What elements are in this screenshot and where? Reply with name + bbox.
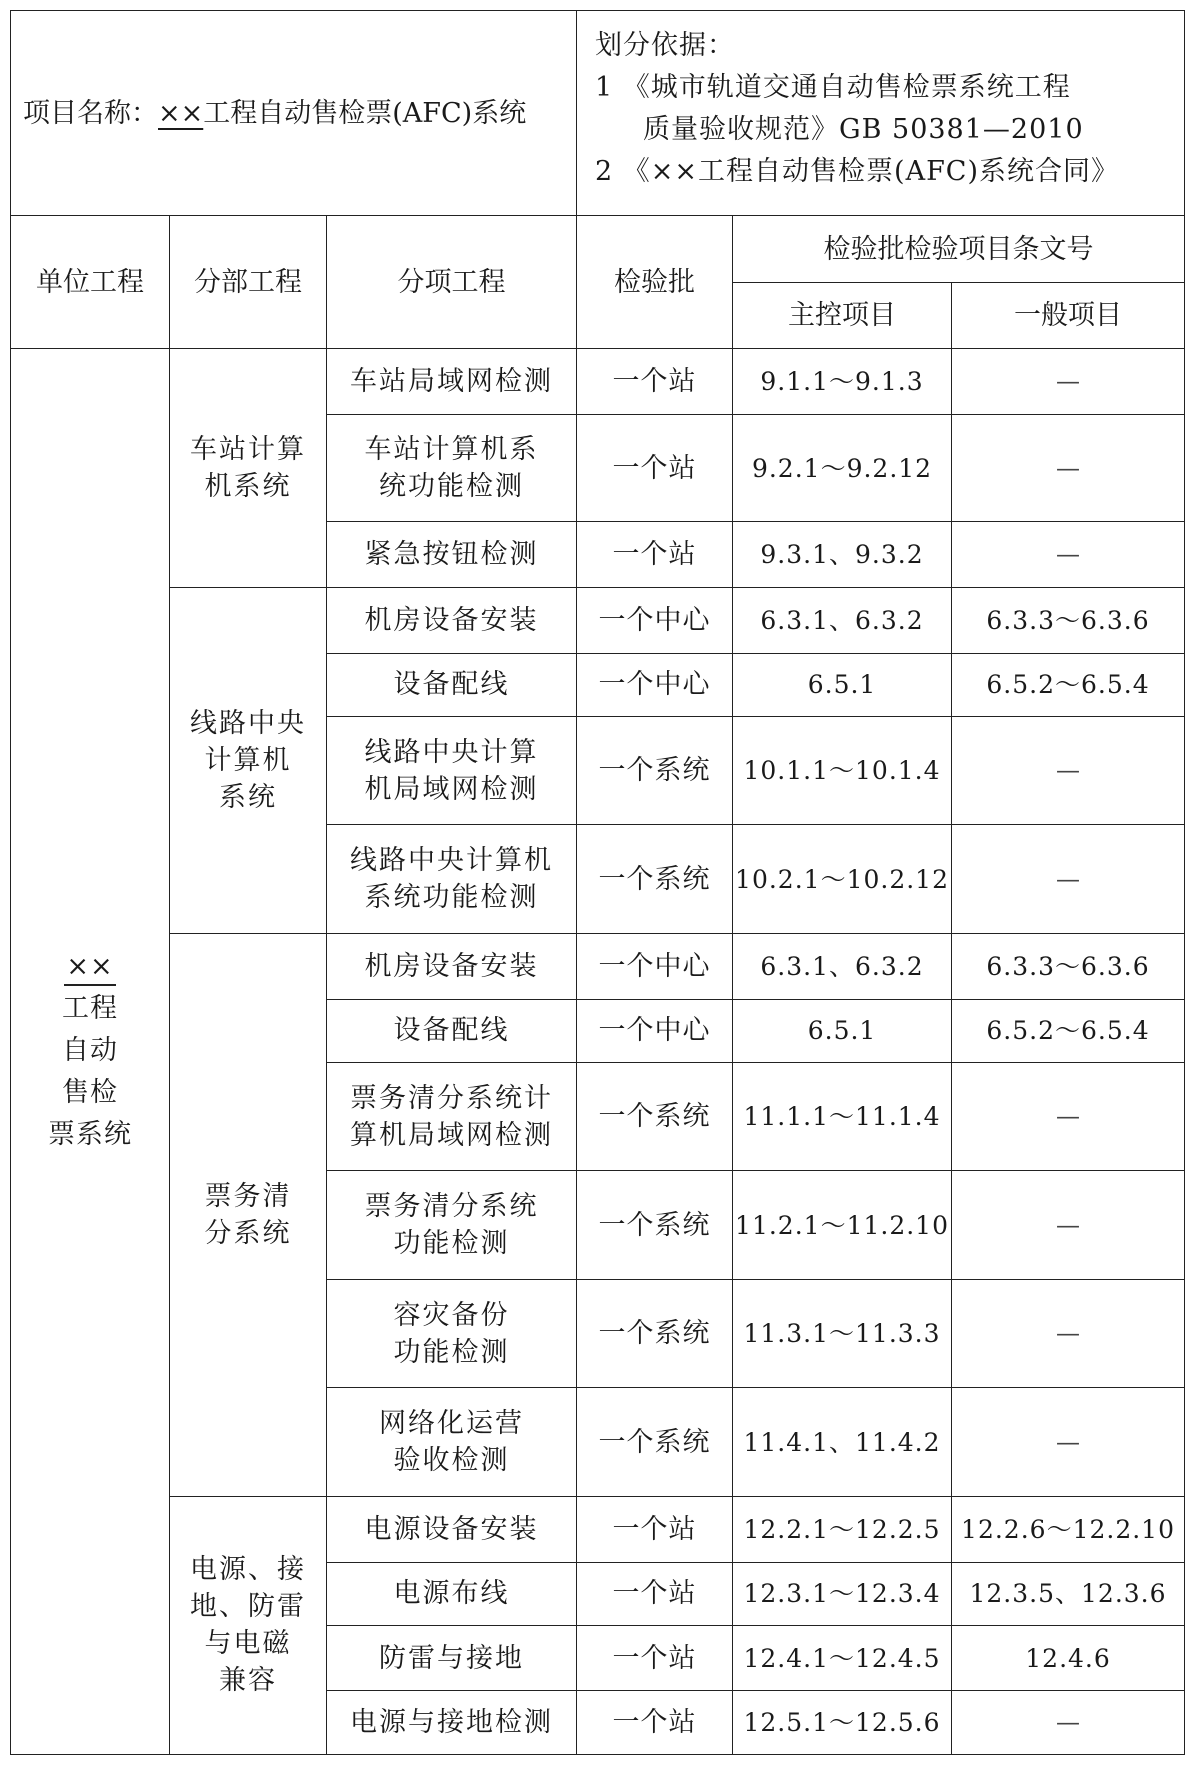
division-name: 电源、接 地、防雷 与电磁 兼容 <box>190 1554 306 1697</box>
main-clause-cell: 11.2.1～11.2.10 <box>733 1171 952 1280</box>
item-name: 票务清分系统计 算机局域网检测 <box>350 1082 554 1151</box>
item-name: 线路中央计算机 系统功能检测 <box>350 845 554 914</box>
division-table <box>10 10 1185 1755</box>
division-name: 车站计算 机系统 <box>190 434 306 503</box>
col-header-item: 分项工程 <box>327 216 577 349</box>
item-name: 设备配线 <box>393 1015 510 1047</box>
table-row <box>11 588 1185 654</box>
batch-cell: 一个系统 <box>577 825 733 934</box>
item-name: 紧急按钮检测 <box>364 539 539 571</box>
division-cell <box>170 349 327 588</box>
main-clause-cell: 6.5.1 <box>733 999 952 1062</box>
main-clause-cell: 11.4.1、11.4.2 <box>733 1388 952 1497</box>
division-basis-cell <box>577 11 1185 216</box>
item-name: 票务清分系统 功能检测 <box>364 1191 539 1260</box>
item-cell <box>327 1691 577 1755</box>
batch-cell: 一个站 <box>577 349 733 415</box>
item-name: 车站计算机系 统功能检测 <box>364 434 539 503</box>
division-name: 线路中央 计算机 系统 <box>190 707 306 813</box>
table-row <box>11 933 1185 999</box>
batch-cell: 一个站 <box>577 1625 733 1691</box>
main-clause-cell: 10.2.1～10.2.12 <box>733 825 952 934</box>
main-clause-cell: 11.1.1～11.1.4 <box>733 1062 952 1171</box>
main-clause-cell: 10.1.1～10.1.4 <box>733 716 952 825</box>
division-basis-line: 质量验收规范》GB 50381—2010 <box>643 114 1084 145</box>
item-cell <box>327 933 577 999</box>
main-clause-cell: 9.2.1～9.2.12 <box>733 415 952 522</box>
division-basis-title: 划分依据： <box>595 30 736 61</box>
general-clause-cell: — <box>952 1062 1185 1171</box>
item-name: 网络化运营 验收检测 <box>379 1408 525 1477</box>
item-name: 机房设备安装 <box>364 950 539 982</box>
item-cell <box>327 349 577 415</box>
general-clause-cell: 12.4.6 <box>952 1625 1185 1691</box>
division-name: 票务清 分系统 <box>204 1180 292 1249</box>
unit-project-name: 工程 自动 售检 票系统 <box>48 992 132 1150</box>
general-clause-cell: — <box>952 349 1185 415</box>
main-clause-cell: 6.5.1 <box>733 653 952 716</box>
main-clause-cell: 6.3.1、6.3.2 <box>733 933 952 999</box>
general-clause-cell: — <box>952 415 1185 522</box>
batch-cell: 一个站 <box>577 415 733 522</box>
general-clause-cell: 6.5.2～6.5.4 <box>952 999 1185 1062</box>
general-clause-cell: — <box>952 716 1185 825</box>
item-name: 线路中央计算 机局域网检测 <box>364 736 539 805</box>
batch-cell: 一个系统 <box>577 1062 733 1171</box>
item-cell <box>327 1562 577 1625</box>
batch-cell: 一个站 <box>577 1691 733 1755</box>
main-clause-cell: 12.4.1～12.4.5 <box>733 1625 952 1691</box>
general-clause-cell: — <box>952 522 1185 588</box>
general-clause-cell: — <box>952 825 1185 934</box>
unit-project-placeholder: ×× <box>64 950 115 986</box>
item-cell <box>327 716 577 825</box>
item-cell <box>327 999 577 1062</box>
col-header-unit: 单位工程 <box>11 216 170 349</box>
project-name-suffix: 工程自动售检票(AFC)系统 <box>203 97 527 129</box>
item-name: 电源与接地检测 <box>350 1707 554 1739</box>
batch-cell: 一个系统 <box>577 1171 733 1280</box>
item-name: 机房设备安装 <box>364 604 539 636</box>
project-name-label: 项目名称： <box>23 97 158 129</box>
table-row <box>11 1496 1185 1562</box>
general-clause-cell: 12.2.6～12.2.10 <box>952 1496 1185 1562</box>
batch-cell: 一个中心 <box>577 588 733 654</box>
col-header-main: 主控项目 <box>733 282 952 349</box>
item-name: 电源设备安装 <box>364 1513 539 1545</box>
column-header-row <box>11 216 1185 283</box>
col-header-division: 分部工程 <box>170 216 327 349</box>
item-cell <box>327 1388 577 1497</box>
general-clause-cell: — <box>952 1388 1185 1497</box>
general-clause-cell: — <box>952 1691 1185 1755</box>
item-cell <box>327 588 577 654</box>
table-row <box>11 349 1185 415</box>
general-clause-cell: — <box>952 1279 1185 1388</box>
main-clause-cell: 9.1.1～9.1.3 <box>733 349 952 415</box>
project-name-placeholder: ×× <box>158 97 204 129</box>
division-cell <box>170 588 327 934</box>
item-name: 电源布线 <box>393 1578 510 1610</box>
main-clause-cell: 9.3.1、9.3.2 <box>733 522 952 588</box>
item-name: 防雷与接地 <box>379 1642 525 1674</box>
general-clause-cell: 6.5.2～6.5.4 <box>952 653 1185 716</box>
item-cell <box>327 825 577 934</box>
batch-cell: 一个系统 <box>577 716 733 825</box>
batch-cell: 一个中心 <box>577 653 733 716</box>
division-basis-line: 1 《城市轨道交通自动售检票系统工程 <box>595 72 1071 103</box>
batch-cell: 一个站 <box>577 1562 733 1625</box>
main-clause-cell: 12.2.1～12.2.5 <box>733 1496 952 1562</box>
general-clause-cell: 6.3.3～6.3.6 <box>952 933 1185 999</box>
item-cell <box>327 1062 577 1171</box>
item-cell <box>327 653 577 716</box>
main-clause-cell: 6.3.1、6.3.2 <box>733 588 952 654</box>
item-cell <box>327 1171 577 1280</box>
general-clause-cell: — <box>952 1171 1185 1280</box>
division-basis-line: 2 《××工程自动售检票(AFC)系统合同》 <box>595 156 1119 187</box>
header-project-row <box>11 11 1185 216</box>
main-clause-cell: 12.3.1～12.3.4 <box>733 1562 952 1625</box>
division-cell <box>170 1496 327 1754</box>
batch-cell: 一个系统 <box>577 1279 733 1388</box>
item-cell <box>327 1496 577 1562</box>
unit-project-cell <box>11 349 170 1755</box>
main-clause-cell: 11.3.1～11.3.3 <box>733 1279 952 1388</box>
item-name: 车站局域网检测 <box>350 366 554 398</box>
project-name-cell <box>11 11 577 216</box>
batch-cell: 一个站 <box>577 522 733 588</box>
item-cell <box>327 1279 577 1388</box>
item-cell <box>327 522 577 588</box>
col-header-clause-group: 检验批检验项目条文号 <box>733 216 1185 283</box>
item-name: 设备配线 <box>393 669 510 701</box>
batch-cell: 一个站 <box>577 1496 733 1562</box>
item-cell <box>327 415 577 522</box>
batch-cell: 一个系统 <box>577 1388 733 1497</box>
division-cell <box>170 933 327 1496</box>
item-cell <box>327 1625 577 1691</box>
col-header-batch: 检验批 <box>577 216 733 349</box>
main-clause-cell: 12.5.1～12.5.6 <box>733 1691 952 1755</box>
batch-cell: 一个中心 <box>577 999 733 1062</box>
batch-cell: 一个中心 <box>577 933 733 999</box>
item-name: 容灾备份 功能检测 <box>393 1299 510 1368</box>
col-header-general: 一般项目 <box>952 282 1185 349</box>
general-clause-cell: 12.3.5、12.3.6 <box>952 1562 1185 1625</box>
general-clause-cell: 6.3.3～6.3.6 <box>952 588 1185 654</box>
